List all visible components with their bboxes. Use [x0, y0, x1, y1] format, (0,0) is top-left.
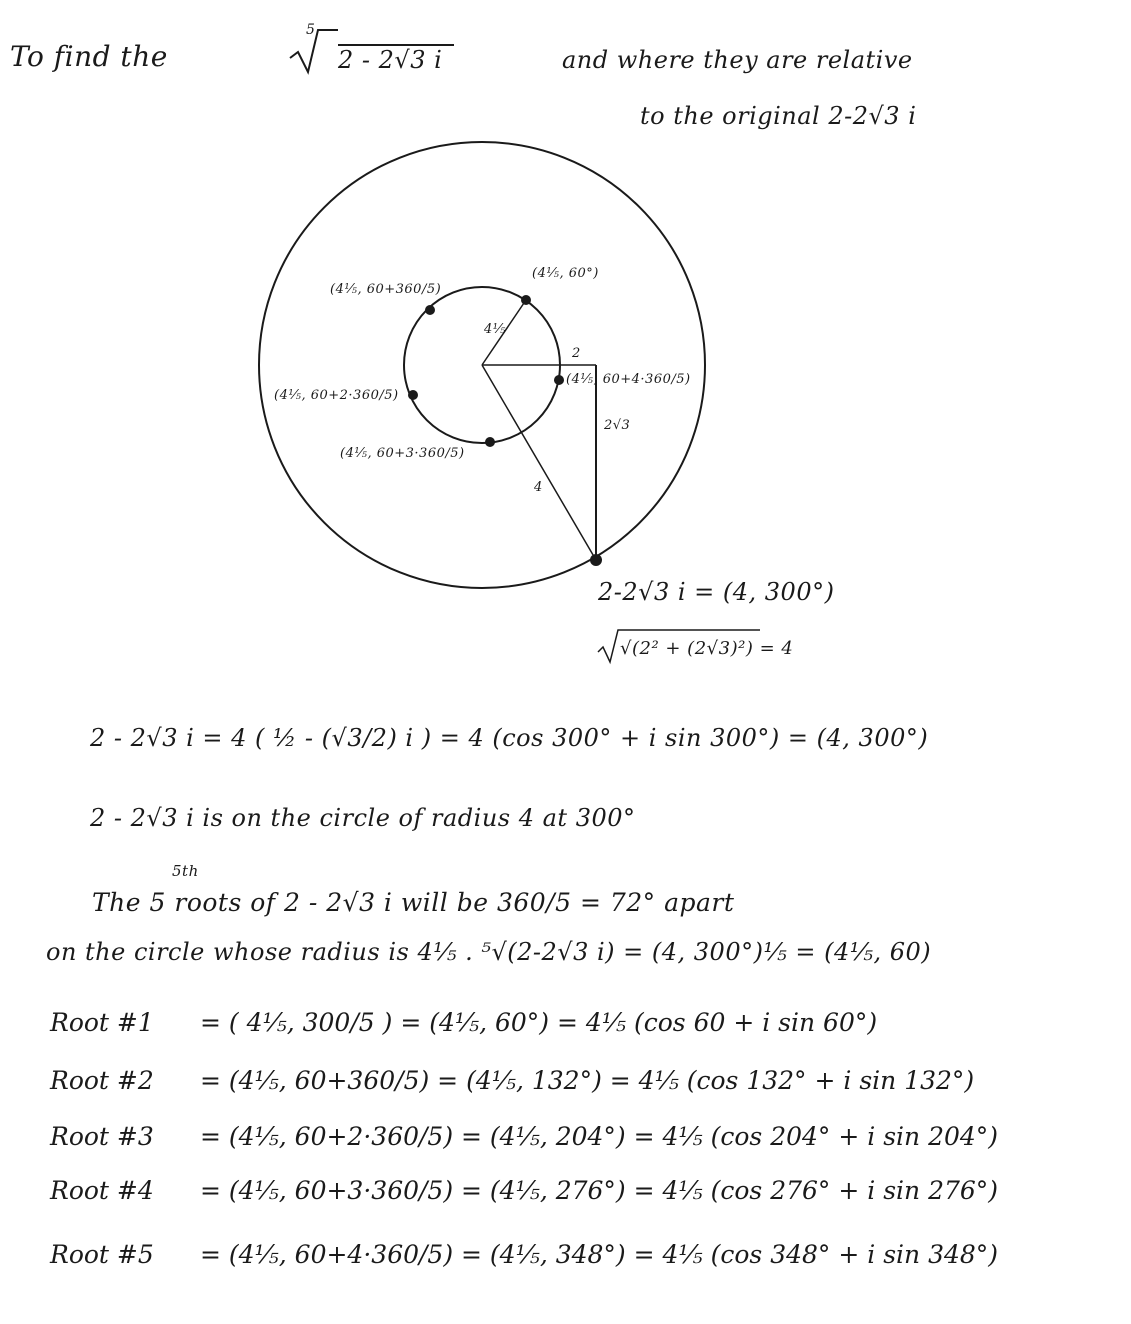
label-leg-y: 2√3: [604, 418, 631, 433]
root-expression: = (4⅕, 60+3·360/5) = (4⅕, 276°) = 4⅕ (cos 276° + i sin 276°): [200, 1176, 999, 1205]
label-root-3: (4⅕, 60+2·360/5): [274, 388, 399, 403]
root-point-5: [554, 375, 564, 385]
root-row-3: [50, 1122, 998, 1151]
label-root-1: (4⅕, 60°): [532, 266, 599, 281]
root-label: Root #4: [50, 1176, 154, 1205]
root-label: Root #2: [50, 1066, 154, 1095]
root-point-1: [521, 295, 531, 305]
radical-sign: [290, 30, 338, 72]
root-row-4: [50, 1176, 998, 1205]
root-point-4: [485, 437, 495, 447]
root-label: Root #5: [50, 1240, 154, 1269]
label-root-2: (4⅕, 60+360/5): [330, 282, 442, 297]
label-inner-radius: 4⅕: [484, 322, 506, 337]
root-expression: = ( 4⅕, 300/5 ) = (4⅕, 60°) = 4⅕ (cos 60 + i sin 60°): [200, 1008, 878, 1037]
root-expression: = (4⅕, 60+360/5) = (4⅕, 132°) = 4⅕ (cos 132° + i sin 132°): [200, 1066, 975, 1095]
equation-circle: 2 - 2√3 i is on the circle of radius 4 at 300°: [90, 804, 636, 832]
root-expression: = (4⅕, 60+2·360/5) = (4⅕, 204°) = 4⅕ (cos 204° + i sin 204°): [200, 1122, 999, 1151]
label-leg-x: 2: [572, 346, 581, 361]
root-row-2: [50, 1066, 974, 1095]
original-point: [590, 554, 602, 566]
label-root-4: (4⅕, 60+3·360/5): [340, 446, 465, 461]
root-point-3: [408, 390, 418, 400]
root-index: 5: [306, 22, 316, 38]
label-hypotenuse: 4: [534, 480, 543, 495]
equation-polar-form: 2 - 2√3 i = 4 ( ½ - (√3/2) i ) = 4 (cos 300° + i sin 300°) = (4, 300°): [90, 724, 929, 752]
title-prefix: To find the: [10, 40, 168, 73]
label-modulus: √(2² + (2√3)²) = 4: [620, 638, 794, 659]
root-row-5: [50, 1240, 998, 1269]
equation-roots-apart: The 5 roots of 2 - 2√3 i will be 360/5 = 72° apart: [92, 888, 735, 917]
root-expression: = (4⅕, 60+4·360/5) = (4⅕, 348°) = 4⅕ (cos 348° + i sin 348°): [200, 1240, 999, 1269]
radicand: 2 - 2√3 i: [338, 44, 454, 74]
label-original-point: 2-2√3 i = (4, 300°): [598, 578, 835, 606]
hypotenuse: [482, 365, 596, 560]
label-root-5: (4⅕, 60+4·360/5): [566, 372, 691, 387]
superscript-5th: 5th: [172, 862, 199, 880]
root-label: Root #1: [50, 1008, 154, 1037]
title-line2: to the original 2-2√3 i: [640, 102, 917, 130]
root-row-1: [50, 1008, 877, 1037]
equation-radius: on the circle whose radius is 4⅕ . ⁵√(2-2√3 i) = (4, 300°)⅕ = (4⅕, 60): [46, 938, 932, 966]
title-suffix: and where they are relative: [562, 46, 913, 74]
root-point-2: [425, 305, 435, 315]
root-label: Root #3: [50, 1122, 154, 1151]
